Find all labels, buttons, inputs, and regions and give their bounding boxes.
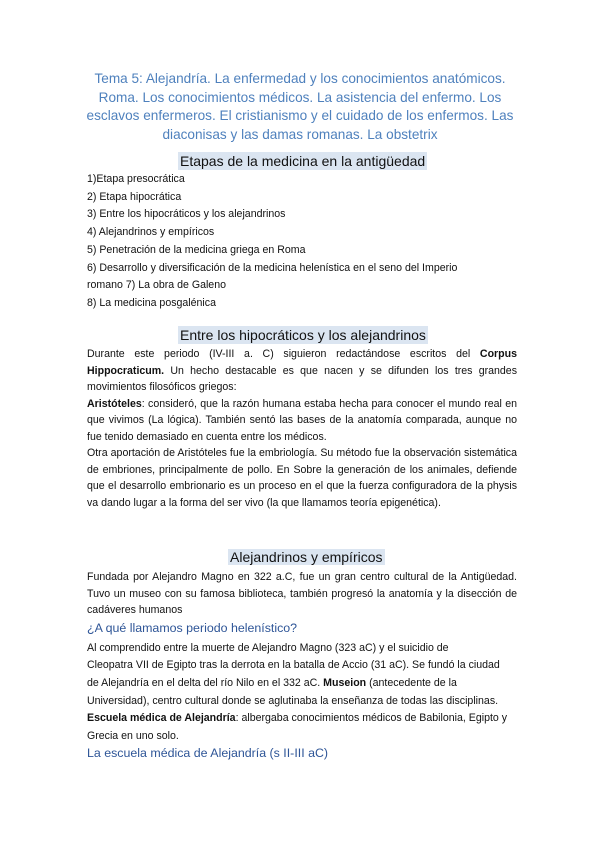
paragraph-aristoteles — [87, 396, 517, 446]
text-run: Un hecho destacable es que nacen y se difunden los tres grandes movimientos filosóficos griegos: — [87, 364, 517, 393]
text-run: : albergaba conocimientos médicos de Babilonia, Egipto y — [235, 712, 508, 724]
list-item: 8) La medicina posgalénica — [87, 297, 216, 309]
text-line — [87, 676, 457, 690]
list-item: 2) Etapa hipocrática — [87, 191, 182, 203]
heading-alejandrinos-text: Alejandrinos y empíricos — [230, 549, 383, 565]
text-run: (antecedente de la — [366, 677, 457, 689]
list-item: 6) Desarrollo y diversificación de la medicina helenística en el seno del Imperio — [87, 262, 458, 274]
corpus-hippocraticum-bold: Corpus Hippocraticum. — [87, 348, 517, 377]
paragraph-corpus — [87, 346, 517, 396]
text-line: Al comprendido entre la muerte de Alejandro Magno (323 aC) y el suicidio de — [87, 642, 449, 654]
list-item: 3) Entre los hipocráticos y los alejandrinos — [87, 208, 286, 220]
escuela-medica-bold: Escuela médica de Alejandría — [87, 712, 236, 724]
alejandrinos-intro: Fundada por Alejandro Magno en 322 a.C, fue un gran centro cultural de la Antigüedad. Tuvo un museo con su famosa biblioteca, también progresó la anatomía y la disección de cadáveres humanos — [87, 571, 517, 616]
text-run: de Alejandría en el delta del río Nilo en el 332 aC. — [87, 677, 324, 689]
paragraph-embriologia: Otra aportación de Aristóteles fue la embriología. Su método fue la observación sistemática de embriones, principalmente de pollo. En Sobre la generación de los animales, defiende que el desarrollo embrionario es un proceso en el que la fuerza configuradora de la physis va dando lugar a la forma del ser vivo (la que llamamos teoría epigenética). — [87, 447, 517, 509]
text-line: Grecia en uno solo. — [87, 730, 179, 742]
list-item: 4) Alejandrinos y empíricos — [87, 226, 215, 238]
text-line: Cleopatra VII de Egipto tras la derrota en la batalla de Accio (31 aC). Se fundó la ciudad — [87, 659, 500, 671]
question-helenistico: ¿A qué llamamos periodo helenístico? — [87, 621, 298, 635]
list-item: 1)Etapa presocrática — [87, 173, 185, 185]
aristoteles-bold: Aristóteles — [87, 397, 142, 410]
heading-etapas: Etapas de la medicina en la antigüedad — [180, 153, 426, 169]
list-item: romano 7) La obra de Galeno — [87, 279, 226, 291]
text-line: Universidad), centro cultural donde se aglutinaba la enseñanza de todas las disciplinas. — [87, 695, 499, 707]
text-line — [87, 711, 507, 725]
document-title: Tema 5: Alejandría. La enfermedad y los conocimientos anatómicos. Roma. Los conocimientos médicos. La asistencia del enfermo. Los esclavos enfermeros. El cristianismo y el cuidado de los enfermos. Las diaconisas y las damas romanas. La obstetrix — [86, 71, 514, 142]
text-run: Durante este periodo (IV-III a. C) siguieron redactándose escritos del — [87, 348, 480, 360]
subheading-escuela-medica: La escuela médica de Alejandría (s II-III aC) — [87, 746, 329, 760]
heading-alejandrinos — [226, 548, 387, 566]
museion-bold: Museion — [323, 677, 367, 689]
text-run: : consideró, que la razón humana estaba hecha para conocer el mundo real en que vivimos (La lógica). También sentó las bases de la anatomía comparada, aunque no fue tenido demasiado en cuenta entre los médicos. — [87, 397, 517, 443]
heading-hipocraticos: Entre los hipocráticos y los alejandrinos — [180, 327, 426, 343]
hipocraticos-body — [87, 346, 517, 511]
list-item: 5) Penetración de la medicina griega en Roma — [87, 244, 306, 256]
